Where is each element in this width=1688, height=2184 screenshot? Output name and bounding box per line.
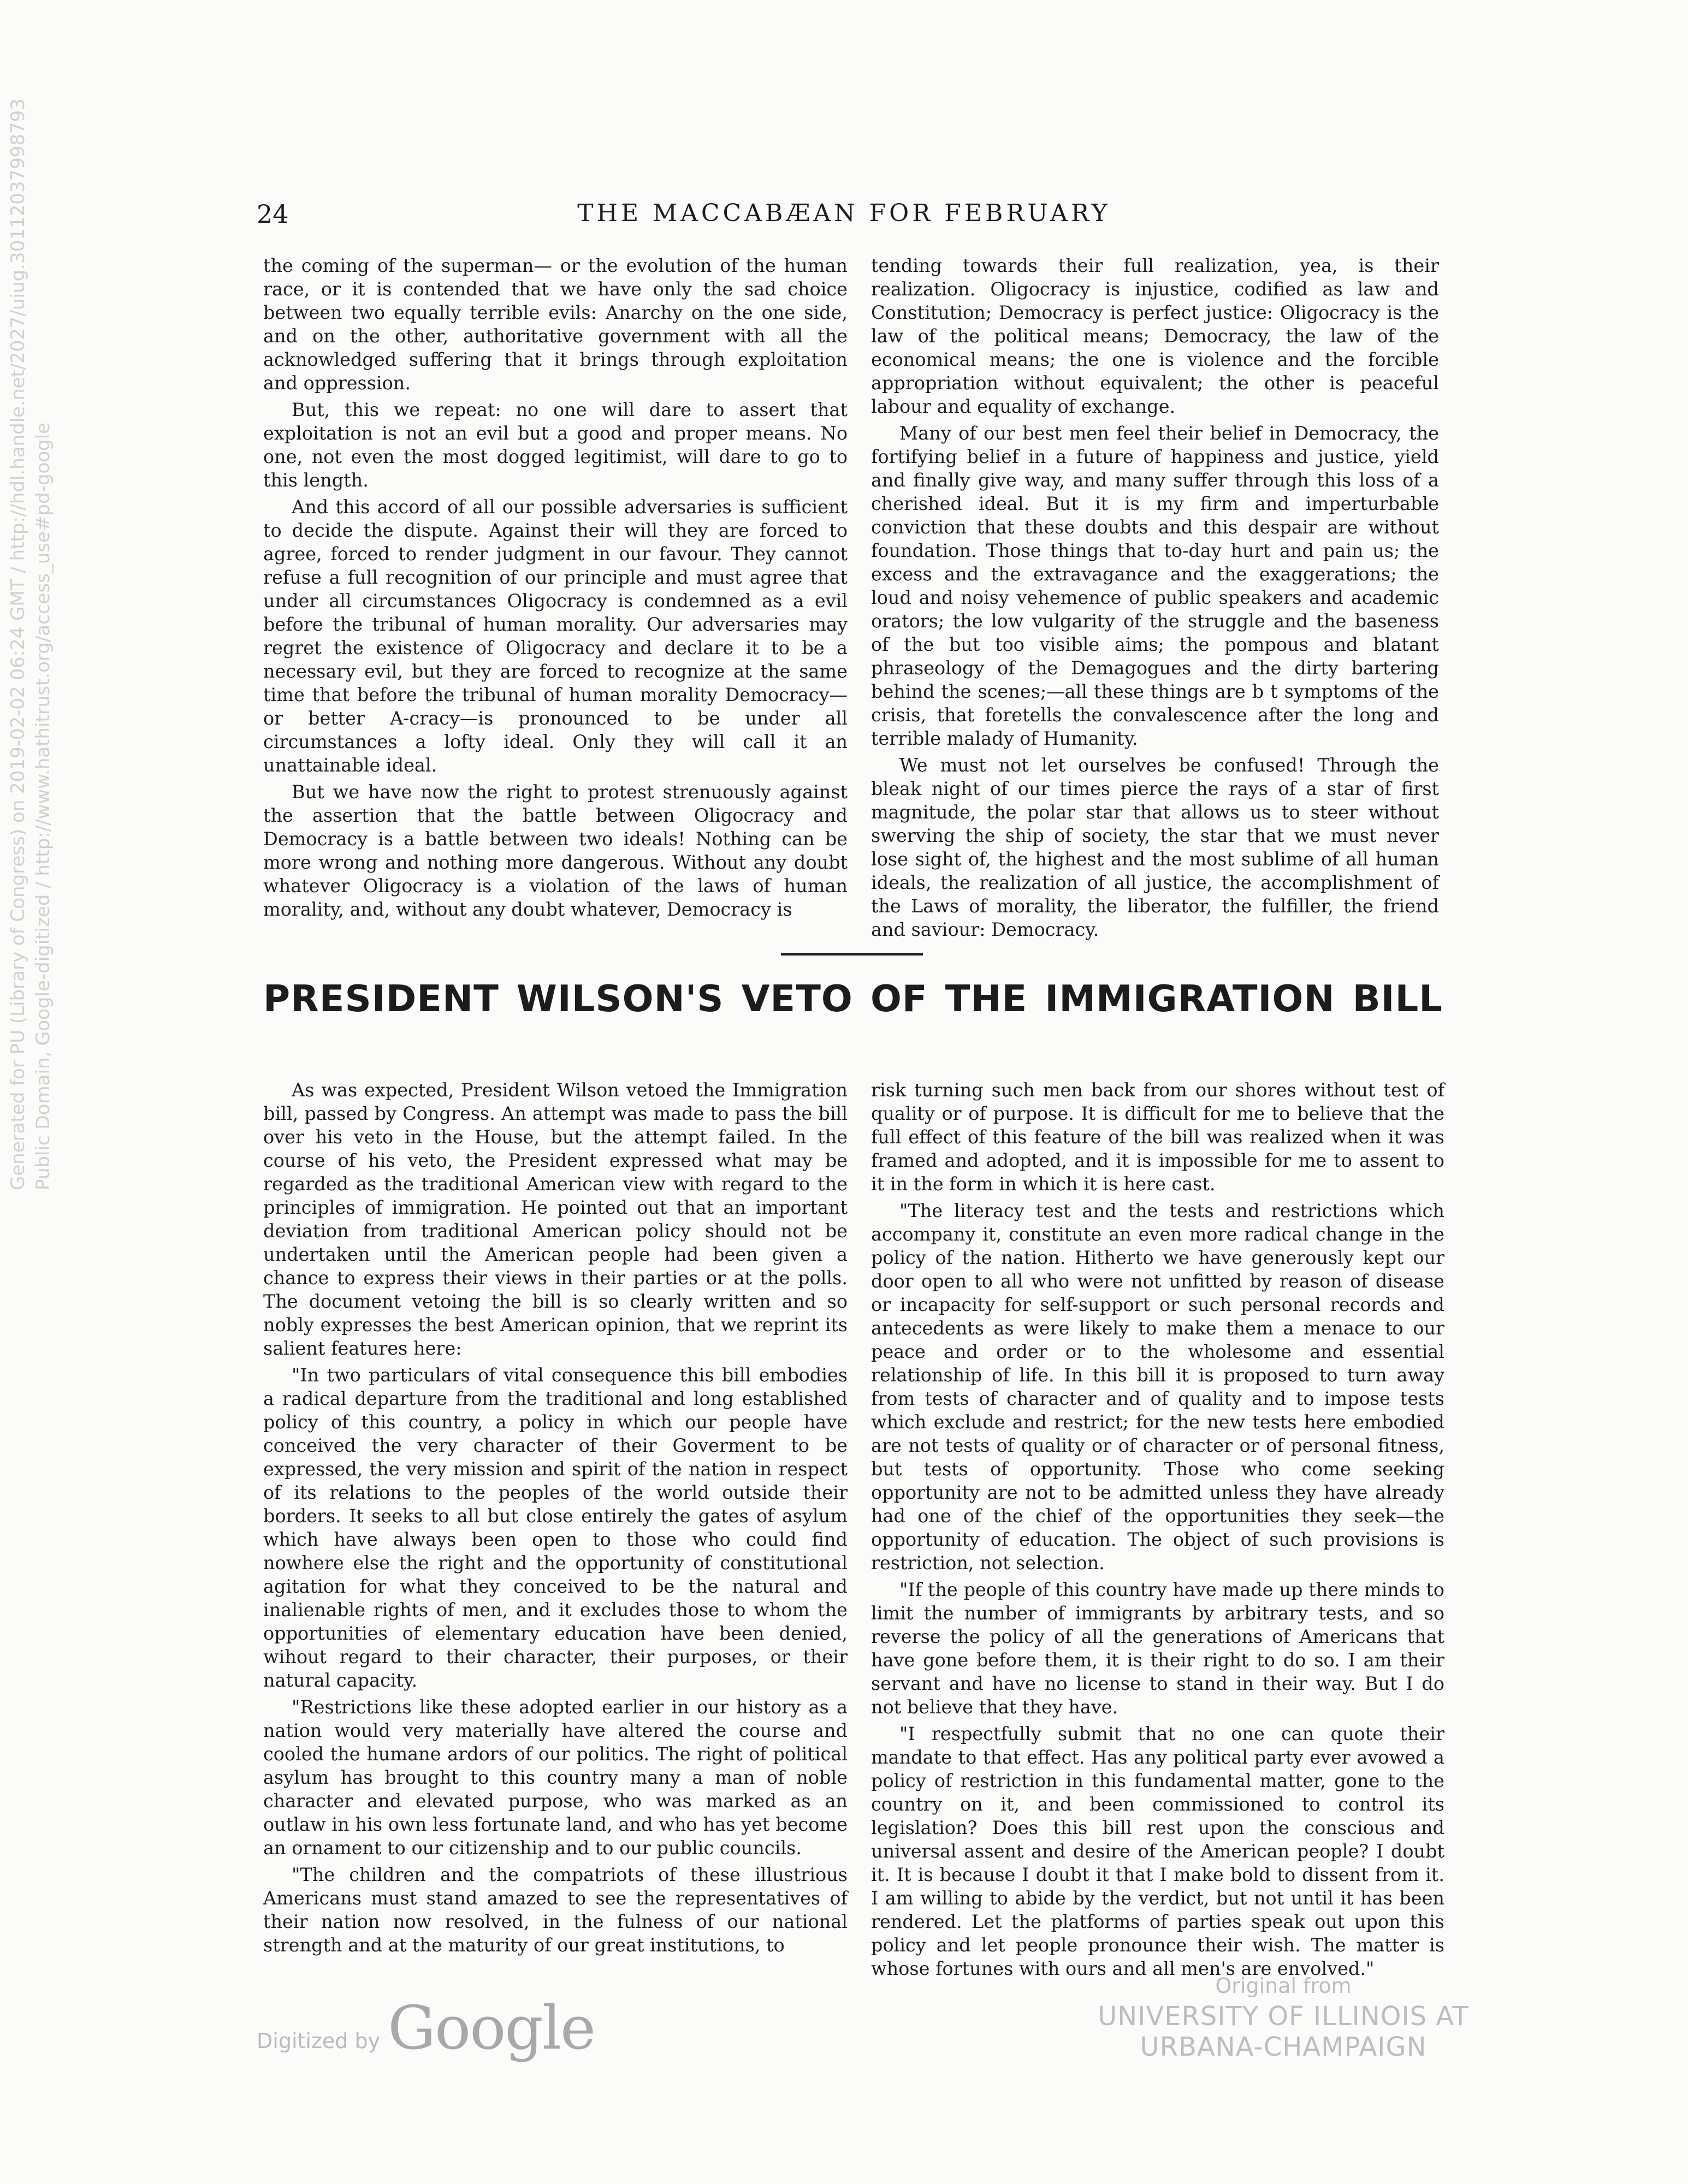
paragraph: "In two particulars of vital consequence this bill embodies a radical departure from the traditional and long established policy of this country, a policy in which our people have conceived the very character of their Goverment to be expressed, the very mission and spirit of the nation in respect of its relations to the peoples of the world outside their borders. It seeks to all but close entirely the gates of asylum which have always been open to those who could find nowhere else the right and the opportunity of constitutional agitation for what they conceived to be the natural and inalienable rights of men, and it excludes those to whom the opportunities of elementary education have been denied, wihout regard to their character, their purposes, or their natural capacity. bbox=[263, 1364, 848, 1691]
paragraph: We must not let ourselves be confused! Through the bleak night of our times pierce the rays of a star of first magnitude, the polar star that allows us to steer without swerving the ship of society, the star that we must never lose sight of, the highest and the most sublime of all human ideals, the realization of all justice, the accomplishment of the Laws of morality, the liberator, the fulfiller, the friend and saviour: Democracy. bbox=[871, 755, 1439, 940]
article1-column-right bbox=[871, 254, 1439, 945]
paragraph: "I respectfully submit that no one can quote their mandate to that effect. Has any political party ever avowed a policy of restriction in this fundamental matter, gone to the country on it, and been commissioned to control its legislation? Does this bill rest upon the conscious and universal assent and desire of the American people? I doubt it. It is because I doubt it that I make bold to dissent from it. I am willing to abide by the verdict, but not until it has been rendered. Let the platforms of parties speak out upon this policy and let people pronounce their wish. The matter is whose fortunes with ours and all men's are envolved." bbox=[871, 1723, 1444, 1979]
google-logo: Google bbox=[388, 1993, 595, 2063]
digitized-label: Digitized by bbox=[257, 2029, 381, 2053]
paragraph: As was expected, President Wilson vetoed the Immigration bill, passed by Congress. An attempt was made to pass the bill over his veto in the House, but the attempt failed. In the course of his veto, the President expressed what may be regarded as the traditional American view with regard to the principles of immigration. He pointed out that an important deviation from traditional American policy should not be undertaken until the American people had been given a chance to express their views in their parties or at the polls. The document vetoing the bill is so clearly written and so nobly expresses the best American opinion, that we reprint its salient features here: bbox=[263, 1079, 848, 1359]
paragraph: Many of our best men feel their belief in Democracy, the fortifying belief in a future of happiness and justice, yield and finally give way, and many suffer through this loss of a cherished ideal. But it is my firm and imperturbable conviction that these doubts and this despair are without foundation. Those things that to-day hurt and pain us; the excess and the extravagance and the exaggerations; the loud and noisy vehemence of public speakers and academic orators; the low vulgarity of the struggle and the baseness of the but too visible aims; the pompous and blatant phraseology of the Demagogues and the dirty bartering behind the scenes;—all these things are b t symptoms of the crisis, that foretells the convalescence after the long and terrible malady of Humanity. bbox=[871, 423, 1439, 749]
paragraph: risk turning such men back from our shores without test of quality or of purpose. It is difficult for me to believe that the full effect of this feature of the bill was realized when it was framed and adopted, and it is impossible for me to assent to it in the form in which it is here cast. bbox=[871, 1079, 1444, 1195]
running-title: THE MACCABÆAN FOR FEBRUARY bbox=[577, 199, 1111, 227]
hathitrust-watermark bbox=[5, 98, 56, 1190]
page-number: 24 bbox=[257, 199, 289, 229]
paragraph: "The literacy test and the tests and restrictions which accompany it, constitute an even more radical change in the policy of the nation. Hitherto we have generously kept our door open to all who were not unfitted by reason of disease or incapacity for self-support or such personal records and antecedents as were likely to make them a menace to our peace and order or to the wholesome and essential relationship of life. In this bill it is proposed to turn away from tests of character and of quality and to impose tests which exclude and restrict; for the new tests here embodied are not tests of quality or of character or of personal fitness, but tests of opportunity. Those who come seeking opportunity are not to be admitted unless they have already had one of the chief of the opportunities they seek—the opportunity of education. The object of such provisions is restriction, not selection. bbox=[871, 1200, 1444, 1574]
paragraph: And this accord of all our possible adversaries is sufficient to decide the dispute. Against their will they are forced to agree, forced to render judgment in our favour. They cannot refuse a full recognition of our principle and must agree that under all circumstances Oligocracy is condemned as a evil before the tribunal of human morality. Our adversaries may regret the existence of Oligocracy and declare it to be a necessary evil, but they are forced to recognize at the same time that before the tribunal of human morality Democracy—or better A-cracy—is pronounced to be under all circumstances a lofty ideal. Only they will call it an unattainable ideal. bbox=[263, 496, 848, 776]
article1-column-left bbox=[263, 254, 848, 924]
article-headline: PRESIDENT WILSON'S VETO OF THE IMMIGRATION BILL bbox=[263, 977, 1443, 1020]
paragraph: "Restrictions like these adopted earlier in our history as a nation would very materially have altered the course and cooled the humane ardors of our politics. The right of political asylum has brought to this country many a man of noble character and elevated purpose, who was marked as an outlaw in his own less fortunate land, and who has yet become an ornament to our citizenship and to our public councils. bbox=[263, 1696, 848, 1859]
watermark-line: Generated for PU (Library of Congress) on 2019-02-02 06:24 GMT / http://hdl.handle.net/2027/uiug.30112037998793 bbox=[7, 98, 29, 1190]
digitized-by-google bbox=[257, 1993, 595, 2063]
original-from-block bbox=[1038, 1974, 1529, 2062]
institution-name: URBANA-CHAMPAIGN bbox=[1140, 2032, 1427, 2062]
article2-column-left bbox=[263, 1078, 848, 1960]
original-from-label: Original from bbox=[1215, 1974, 1352, 1998]
paragraph: "The children and the compatriots of these illustrious Americans must stand amazed to see the representatives of their nation now resolved, in the fulness of our national strength and at the maturity of our great institutions, to bbox=[263, 1864, 848, 1956]
paragraph: But we have now the right to protest strenuously against the assertion that the battle between Oligocracy and Democracy is a battle between two ideals! Nothing can be more wrong and nothing more dangerous. Without any doubt whatever Oligocracy is a violation of the laws of human morality, and, without any doubt whatever, Democracy is bbox=[263, 781, 848, 920]
paragraph: "If the people of this country have made up there minds to limit the number of immigrants by arbitrary tests, and so reverse the policy of all the generations of Americans that have gone before them, it is their right to do so. I am their servant and have no license to stand in their way. But I do not believe that they have. bbox=[871, 1579, 1444, 1718]
article2-column-right bbox=[871, 1078, 1444, 1984]
watermark-line: Public Domain, Google-digitized / http://www.hathitrust.org/access_use#pd-google bbox=[32, 422, 54, 1190]
paragraph: tending towards their full realization, yea, is their realization. Oligocracy is injustice, codified as law and Constitution; Democracy is perfect justice: Oligocracy is the law of the political means; Democracy, the law of the economical means; the one is violence and the forcible appropriation without equivalent; the other is peaceful labour and equality of exchange. bbox=[871, 255, 1439, 417]
paragraph: the coming of the superman— or the evolution of the human race, or it is contended that we have only the sad choice between two equally terrible evils: Anarchy on the one side, and on the other, authoritative government with all the acknowledged suffering that it brings through exploitation and oppression. bbox=[263, 255, 848, 394]
section-divider bbox=[781, 953, 923, 956]
paragraph: But, this we repeat: no one will dare to assert that exploitation is not an evil but a good and proper means. No one, not even the most dogged legitimist, will dare to go to this length. bbox=[263, 399, 848, 491]
institution-name: UNIVERSITY OF ILLINOIS AT bbox=[1098, 2001, 1469, 2032]
